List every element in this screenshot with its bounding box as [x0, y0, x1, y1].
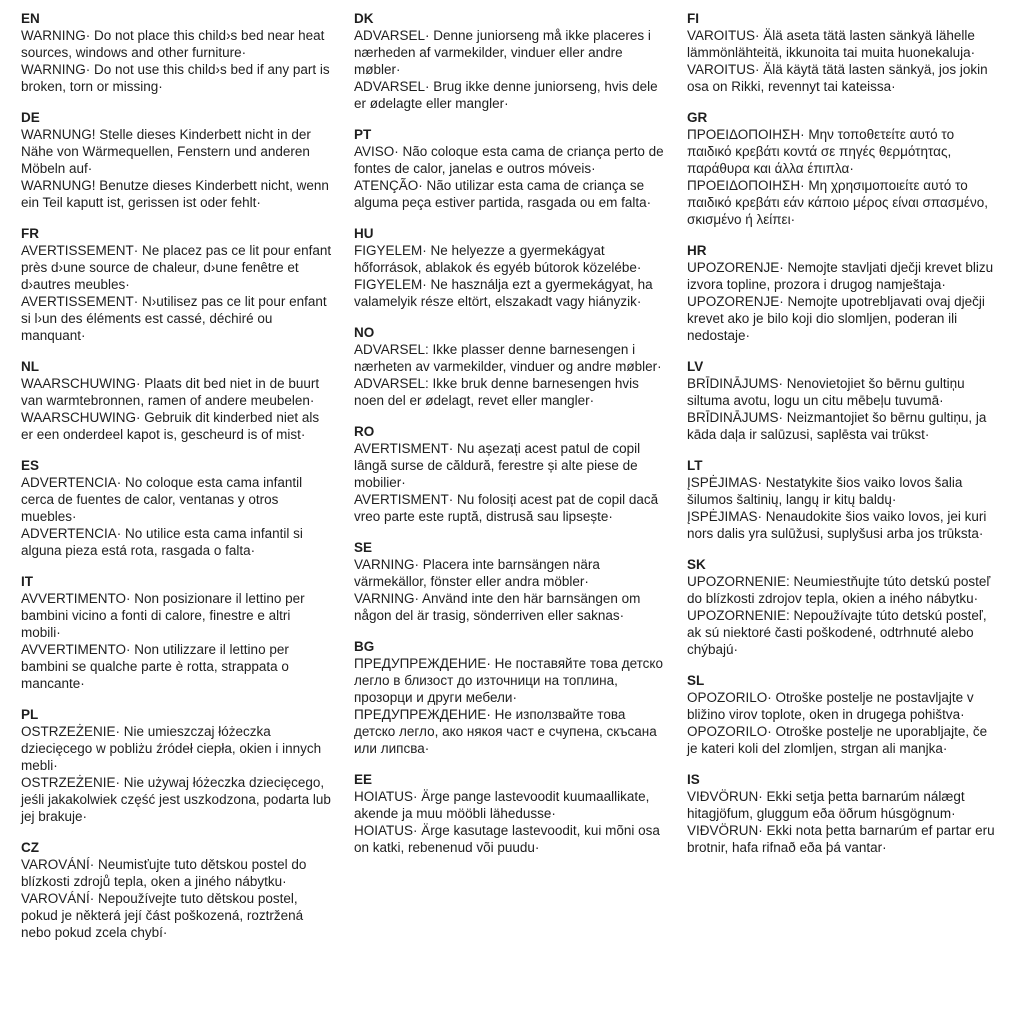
- language-section-sl: [687, 672, 998, 757]
- warning-paragraph: OPOZORILO· Otroške postelje ne postavljajte v bližino virov toplote, oken in drugega pohištva·: [687, 690, 974, 722]
- warning-paragraph: OPOZORILO· Otroške postelje ne uporabljajte, če je kateri koli del zlomljen, strgan ali manjka·: [687, 724, 988, 756]
- warning-paragraph: UPOZORENJE· Nemojte stavljati dječji krevet blizu izvora topline, prozora i drugog namještaja·: [687, 260, 994, 292]
- warning-paragraph: ADVERTENCIA· No coloque esta cama infantil cerca de fuentes de calor, ventanas y otros muebles·: [21, 475, 303, 524]
- language-code-label: ES: [21, 458, 40, 473]
- language-section-is: [687, 771, 998, 856]
- warning-paragraph: VIÐVÖRUN· Ekki nota þetta barnarúm ef partar eru brotnir, hafa rifnað eða þá vantar·: [687, 823, 995, 855]
- warning-paragraph: ADVARSEL· Brug ikke denne juniorseng, hvis dele er ødelagte eller mangler·: [354, 79, 658, 111]
- warning-paragraph: AVERTISSEMENT· N›utilisez pas ce lit pour enfant si l›un des éléments est cassé, déchiré ou manquant·: [21, 294, 327, 343]
- language-code-label: IS: [687, 772, 700, 787]
- language-section-lt: [687, 457, 998, 542]
- warning-paragraph: AVERTISMENT· Nu folosiți acest pat de copil dacă vreo parte este ruptă, distrusă sau lipsește·: [354, 492, 659, 524]
- warning-paragraph: OSTRZEŻENIE· Nie używaj łóżeczka dziecięcego, jeśli jakakolwiek część jest uszkodzona, podarta lub jej brakuje·: [21, 775, 331, 824]
- warning-paragraph: VARNING· Placera inte barnsängen nära värmekällor, fönster eller andra möbler·: [354, 557, 600, 589]
- warning-paragraph: WAARSCHUWING· Gebruik dit kinderbed niet als er een onderdeel kapot is, gescheurd is of mist·: [21, 410, 320, 442]
- warning-paragraph: ΠΡΟΕΙΔΟΠΟΙΗΣΗ· Μην τοποθετείτε αυτό το παιδικό κρεβάτι κοντά σε πηγές θερμότητας, παράθυρα και άλλα έπιπλα·: [687, 127, 955, 176]
- warning-paragraph: AVVERTIMENTO· Non utilizzare il lettino per bambini se qualche parte è rotta, strappata o mancante·: [21, 642, 289, 691]
- language-code-label: RO: [354, 424, 375, 439]
- language-section-lv: [687, 358, 998, 443]
- language-code-label: EE: [354, 772, 373, 787]
- language-code-label: EN: [21, 11, 40, 26]
- language-section-de: [21, 109, 332, 211]
- language-code-label: NL: [21, 359, 39, 374]
- language-code-label: DK: [354, 11, 374, 26]
- language-section-no: [354, 324, 665, 409]
- warning-paragraph: VAROVÁNÍ· Nepoužívejte tuto dětskou postel, pokud je některá její část poškozená, roztržená nebo pokud zcela chybí·: [21, 891, 304, 940]
- warning-paragraph: ADVARSEL: Ikke plasser denne barnesengen i nærheten av varmekilder, vinduer og andre møbler·: [354, 342, 662, 374]
- warning-paragraph: ADVARSEL· Denne juniorseng må ikke placeres i nærheden af varmekilder, vinduer eller andre møbler·: [354, 28, 651, 77]
- warning-paragraph: UPOZORNENIE: Neumiestňujte túto detskú posteľ do blízkosti zdrojov tepla, okien a iného nábytku·: [687, 574, 991, 606]
- warning-paragraph: VARNING· Använd inte den här barnsängen om någon del är trasig, sönderriven eller saknas·: [354, 591, 641, 623]
- warning-paragraph: AVISO· Não coloque esta cama de criança perto de fontes de calor, janelas e outros móveis·: [354, 144, 664, 176]
- language-section-sk: [687, 556, 998, 658]
- warning-paragraph: VAROITUS· Älä aseta tätä lasten sänkyä lähelle lämmönlähteitä, ikkunoita tai muita huonekaluja·: [687, 28, 976, 60]
- warning-paragraph: WAARSCHUWING· Plaats dit bed niet in de buurt van warmtebronnen, ramen of andere meubelen·: [21, 376, 320, 408]
- language-section-es: [21, 457, 332, 559]
- warning-paragraph: HOIATUS· Ärge kasutage lastevoodit, kui mõni osa on katki, rebenenud või puudu·: [354, 823, 660, 855]
- warning-paragraph: VIÐVÖRUN· Ekki setja þetta barnarúm nálægt hitagjöfum, gluggum eða öðrum húsgögnum·: [687, 789, 965, 821]
- language-code-label: PL: [21, 707, 39, 722]
- warning-paragraph: ΠΡΟΕΙΔΟΠΟΙΗΣΗ· Μη χρησιμοποιείτε αυτό το παιδικό κρεβάτι εάν κάποιο μέρος είναι σπασμένο, σκισμένο ή λείπει·: [687, 178, 988, 227]
- warning-paragraph: ADVARSEL: Ikke bruk denne barnesengen hvis noen del er ødelagt, revet eller mangler·: [354, 376, 639, 408]
- language-section-en: [21, 10, 332, 95]
- language-code-label: IT: [21, 574, 33, 589]
- warning-paragraph: ПРЕДУПРЕЖДЕНИЕ· Не поставяйте това детско легло в близост до източници на топлина, прозорци и други мебели·: [354, 656, 663, 705]
- language-section-cz: [21, 839, 332, 941]
- language-code-label: DE: [21, 110, 40, 125]
- language-section-bg: [354, 638, 665, 757]
- warning-paragraph: ПРЕДУПРЕЖДЕНИЕ· Не използвайте това детско легло, ако някоя част е счупена, скъсана или липсва·: [354, 707, 657, 756]
- language-code-label: BG: [354, 639, 375, 654]
- warning-paragraph: HOIATUS· Ärge pange lastevoodit kuumaallikate, akende ja muu mööbli lähedusse·: [354, 789, 650, 821]
- language-section-gr: [687, 109, 998, 228]
- language-code-label: NO: [354, 325, 375, 340]
- warning-paragraph: AVERTISMENT· Nu așezați acest patul de copil lângă surse de căldură, ferestre și alte piese de mobilier·: [354, 441, 641, 490]
- language-code-label: GR: [687, 110, 708, 125]
- warning-column-3: [687, 10, 998, 955]
- language-section-it: [21, 573, 332, 692]
- language-code-label: SK: [687, 557, 706, 572]
- language-code-label: SE: [354, 540, 373, 555]
- language-section-pt: [354, 126, 665, 211]
- language-code-label: SL: [687, 673, 705, 688]
- warning-paragraph: ĮSPĖJIMAS· Nestatykite šios vaiko lovos šalia šilumos šaltinių, langų ir kitų baldų·: [687, 475, 963, 507]
- language-section-nl: [21, 358, 332, 443]
- warning-paragraph: FIGYELEM· Ne használja ezt a gyermekágyat, ha valamelyik része eltört, elszakadt vagy hiányzik·: [354, 277, 653, 309]
- language-section-ee: [354, 771, 665, 856]
- warning-column-2: [354, 10, 665, 955]
- language-section-dk: [354, 10, 665, 112]
- warning-paragraph: WARNUNG! Benutze dieses Kinderbett nicht, wenn ein Teil kaputt ist, gerissen ist oder fehlt·: [21, 178, 329, 210]
- warning-paragraph: WARNUNG! Stelle dieses Kinderbett nicht in der Nähe von Wärmequellen, Fenstern und anderen Möbeln auf·: [21, 127, 311, 176]
- language-section-fi: [687, 10, 998, 95]
- language-code-label: CZ: [21, 840, 39, 855]
- warning-paragraph: WARNING· Do not place this child›s bed near heat sources, windows and other furniture·: [21, 28, 325, 60]
- warning-paragraph: AVERTISSEMENT· Ne placez pas ce lit pour enfant près d›une source de chaleur, d›une fenêtre et d›autres meubles·: [21, 243, 332, 292]
- warning-paragraph: ĮSPĖJIMAS· Nenaudokite šios vaiko lovos, jei kuri nors dalis yra sulūžusi, suplyšusi arba jos trūksta·: [687, 509, 987, 541]
- warning-paragraph: OSTRZEŻENIE· Nie umieszczaj łóżeczka dziecięcego w pobliżu źródeł ciepła, okien i innych mebli·: [21, 724, 322, 773]
- warning-paragraph: WARNING· Do not use this child›s bed if any part is broken, torn or missing·: [21, 62, 330, 94]
- language-section-ro: [354, 423, 665, 525]
- warning-column-1: [21, 10, 332, 955]
- language-section-se: [354, 539, 665, 624]
- warning-paragraph: ADVERTENCIA· No utilice esta cama infantil si alguna pieza está rota, rasgada o falta·: [21, 526, 303, 558]
- warning-paragraph: AVVERTIMENTO· Non posizionare il lettino per bambini vicino a fonti di calore, finestre e altri mobili·: [21, 591, 305, 640]
- language-code-label: LT: [687, 458, 703, 473]
- language-code-label: HU: [354, 226, 374, 241]
- warning-paragraph: ATENÇÃO· Não utilizar esta cama de criança se alguma peça estiver partida, rasgada ou em falta·: [354, 178, 652, 210]
- language-code-label: PT: [354, 127, 372, 142]
- warning-paragraph: UPOZORENJE· Nemojte upotrebljavati ovaj dječji krevet ako je bilo koji dio slomljen, poderan ili nedostaje·: [687, 294, 985, 343]
- warning-paragraph: FIGYELEM· Ne helyezze a gyermekágyat hőforrások, ablakok és egyéb bútorok közelébe·: [354, 243, 642, 275]
- warning-paragraph: UPOZORNENIE: Nepoužívajte túto detskú posteľ, ak sú niektoré časti poškodené, odtrhnuté alebo chýbajú·: [687, 608, 987, 657]
- language-section-fr: [21, 225, 332, 344]
- language-code-label: HR: [687, 243, 707, 258]
- language-code-label: LV: [687, 359, 704, 374]
- language-code-label: FR: [21, 226, 39, 241]
- language-section-hr: [687, 242, 998, 344]
- language-code-label: FI: [687, 11, 699, 26]
- language-section-hu: [354, 225, 665, 310]
- language-section-pl: [21, 706, 332, 825]
- warning-paragraph: BRĪDINĀJUMS· Neizmantojiet šo bērnu gultiņu, ja kāda daļa ir salūzusi, saplēsta vai trūkst·: [687, 410, 987, 442]
- warning-paragraph: VAROVÁNÍ· Neumisťujte tuto dětskou postel do blízkosti zdrojů tepla, oken a jiného nábytku·: [21, 857, 307, 889]
- warning-paragraph: BRĪDINĀJUMS· Nenovietojiet šo bērnu gultiņu siltuma avotu, logu un citu mēbeļu tuvumā·: [687, 376, 965, 408]
- warning-paragraph: VAROITUS· Älä käytä tätä lasten sänkyä, jos jokin osa on Rikki, revennyt tai kateissa·: [687, 62, 988, 94]
